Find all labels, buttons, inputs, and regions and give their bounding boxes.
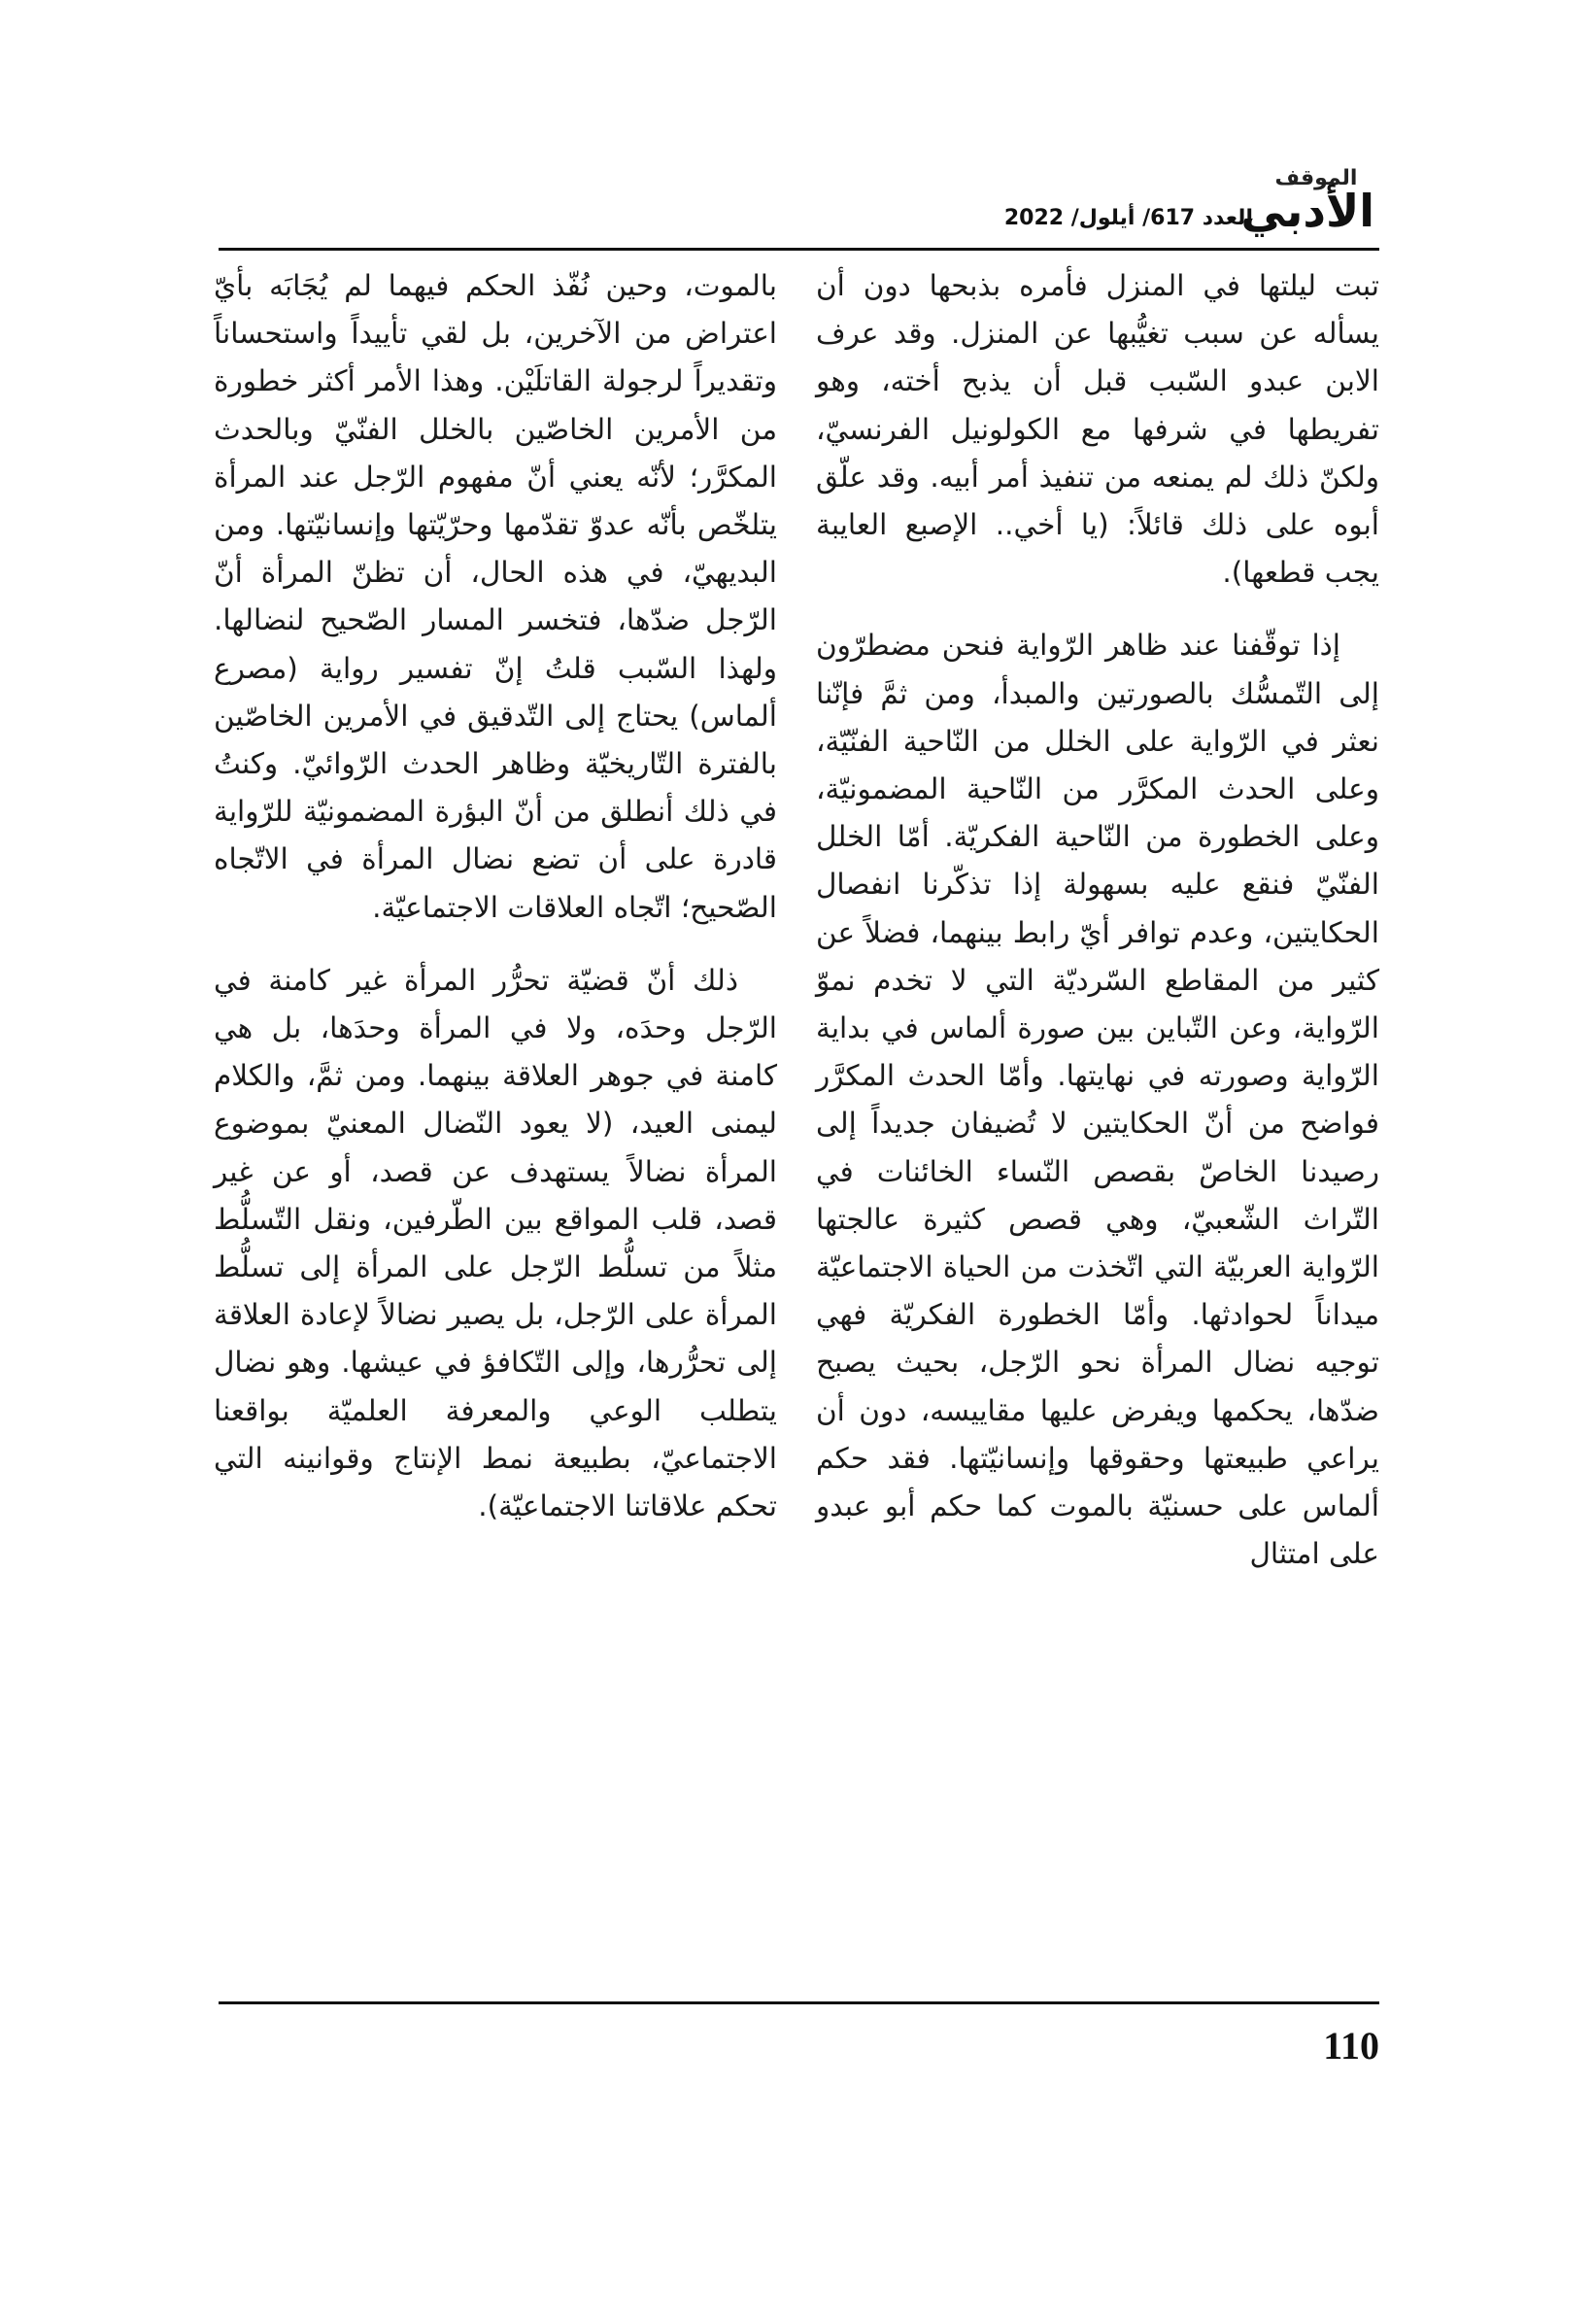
right-column-paragraph-2: إذا توقّفنا عند ظاهر الرّواية فنحن مضطرّون إلى التّمسُّك بالصورتين والمبدأ، ومن ثمَّ فإنّنا نعثر في الرّواية على الخلل من النّاحية الفنّيّة، وعلى الحدث المكرَّر من النّاحية المضمونيّة، وعلى الخطورة من النّاحية الفكريّة. أمّا الخلل الفنّيّ فنقع عليه بسهولة إذا تذكّرنا انفصال الحكايتين، وعدم توافر أيّ رابط بينهما، فضلاً عن كثير من المقاطع السّرديّة التي لا تخدم نموّ الرّواية، وعن التّباين بين صورة ألماس في بداية الرّواية وصورته في نهايتها. وأمّا الحدث المكرَّر فواضح من أنّ الحكايتين لا تُضيفان جديداً إلى رصيدنا الخاصّ بقصص النّساء الخائنات في التّراث الشّعبيّ، وهي قصص كثيرة عالجتها الرّواية العربيّة التي اتّخذت من الحياة الاجتماعيّة ميداناً لحوادثها. وأمّا الخطورة الفكريّة فهي توجيه نضال المرأة نحو الرّجل، بحيث يصبح ضدّها، يحكمها ويفرض عليها مقاييسه، دون أن يراعي طبيعتها وحقوقها وإنسانيّتها. فقد حكم ألماس على حسنيّة بالموت كما حكم أبو عبدو على امتثال <box>816 629 1379 1571</box>
left-column <box>214 262 777 1530</box>
logo-top-text: الموقف <box>1274 166 1358 190</box>
right-column-paragraph-1: تبت ليلتها في المنزل فأمره بذبحها دون أن يسأله عن سبب تغيُّبها عن المنزل. وقد عرف الابن عبدو السّبب قبل أن يذبح أخته، وهو تفريطها في شرفها مع الكولونيل الفرنسيّ، ولكنّ ذلك لم يمنعه من تنفيذ أمر أبيه. وقد علّق أبوه على ذلك قائلاً: (يا أخي.. الإصبع العايبة يجب قطعها). <box>816 269 1379 590</box>
right-column <box>816 262 1379 1578</box>
issue-info: العدد 617/ أيلول/ 2022 <box>1003 206 1253 230</box>
left-column-paragraph-2: ذلك أنّ قضيّة تحرُّر المرأة غير كامنة في الرّجل وحدَه، ولا في المرأة وحدَها، بل هي كامنة في جوهر العلاقة بينهما. ومن ثمَّ، والكلام ليمنى العيد، (لا يعود النّضال المعنيّ بموضوع المرأة نضالاً يستهدف عن قصد، أو عن غير قصد، قلب المواقع بين الطّرفين، ونقل التّسلُّط مثلاً من تسلُّط الرّجل على المرأة إلى تسلُّط المرأة على الرّجل، بل يصير نضالاً لإعادة العلاقة إلى تحرُّرها، وإلى التّكافؤ في عيشها. وهو نضال يتطلب الوعي والمعرفة العلميّة بواقعنا الاجتماعيّ، بطبيعة نمط الإنتاج وقوانينه التي تحكم علاقاتنا الاجتماعيّة). <box>214 963 777 1523</box>
header-divider <box>219 248 1379 251</box>
logo-main-text: الأدبي <box>1240 185 1374 237</box>
left-column-paragraph-1: بالموت، وحين نُفّذ الحكم فيهما لم يُجَابَه بأيّ اعتراض من الآخرين، بل لقي تأييداً واستحساناً وتقديراً لرجولة القاتلَيْن. وهذا الأمر أكثر خطورة من الأمرين الخاصّين بالخلل الفنّيّ وبالحدث المكرَّر؛ لأنّه يعني أنّ مفهوم الرّجل عند المرأة يتلخّص بأنّه عدوّ تقدّمها وحرّيّتها وإنسانيّتها. ومن البديهيّ، في هذه الحال، أن تظنّ المرأة أنّ الرّجل ضدّها، فتخسر المسار الصّحيح لنضالها. ولهذا السّبب قلتُ إنّ تفسير رواية (مصرع ألماس) يحتاج إلى التّدقيق في الأمرين الخاصّين بالفترة التّاريخيّة وظاهر الحدث الرّوائيّ. وكنتُ في ذلك أنطلق من أنّ البؤرة المضمونيّة للرّواية قادرة على أن تضع نضال المرأة في الاتّجاه الصّحيح؛ اتّجاه العلاقات الاجتماعيّة. <box>214 269 777 924</box>
magazine-logo <box>1240 165 1374 253</box>
page-number: 110 <box>1323 2024 1379 2068</box>
footer-divider <box>219 2001 1379 2004</box>
